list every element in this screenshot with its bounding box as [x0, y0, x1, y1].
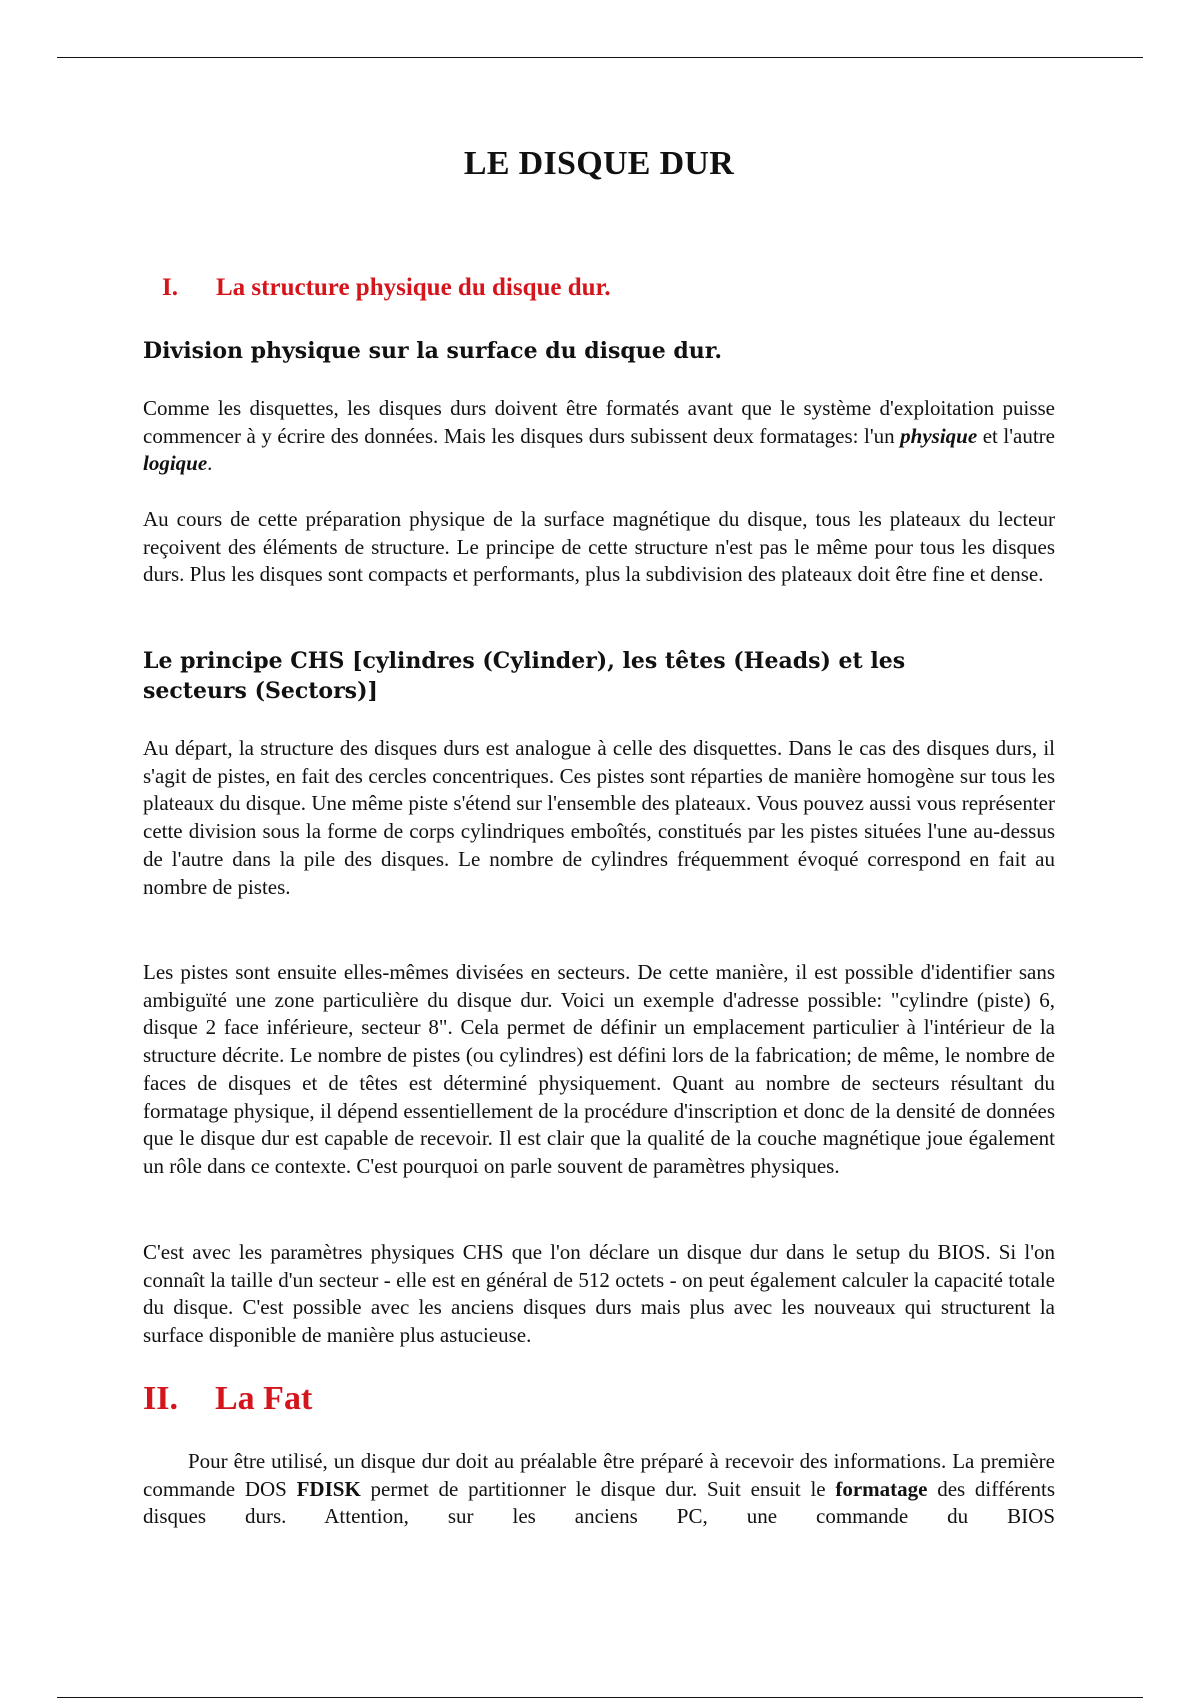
header-rule — [57, 57, 1143, 58]
footer-rule — [57, 1697, 1143, 1698]
term-formatage: formatage — [835, 1476, 928, 1501]
subheading-division: Division physique sur la surface du disque dur. — [143, 338, 723, 364]
paragraph-text: des différents disques durs. Attention, sur les anciens PC, une commande du BIOS — [143, 1476, 1055, 1529]
paragraph-text: permet de partitionner le disque dur. Suit ensuit le — [360, 1476, 836, 1501]
emphasis-physique: physique — [900, 423, 978, 448]
section-title: La structure physique du disque dur. — [216, 274, 611, 301]
command-fdisk: FDISK — [296, 1476, 361, 1501]
document-title: LE DISQUE DUR — [463, 145, 735, 182]
paragraph-text: Pour être utilisé, un disque dur doit au préalable être préparé à recevoir des informations. La première commande DOS — [143, 1449, 1055, 1501]
subheading-chs: Le principe CHS [cylindres (Cylinder), les têtes (Heads) et les secteurs (Sectors)] — [143, 648, 906, 704]
paragraph-text: et l'autre — [977, 423, 1056, 448]
paragraph: Au cours de cette préparation physique de la surface magnétique du disque, tous les plateaux du lecteur reçoivent des éléments de structure. Le principe de cette structure n'est pas le même pour tous les disques durs. Plus les disques sont compacts et performants, plus la subdivision des plateaux doit être fine et dense. — [143, 507, 1055, 587]
section-title: La Fat — [215, 1380, 313, 1417]
paragraph: Au départ, la structure des disques durs est analogue à celle des disquettes. Dans le cas des disques durs, il s'agit de pistes, en fait des cercles concentriques. Ces pistes sont réparties de manière homogène sur tous les plateaux du disque. Une même piste s'étend sur l'ensemble des plateaux. Vous pouvez aussi vous représenter cette division sous la forme de corps cylindriques emboîtés, constitués par les pistes situées l'une au-dessus de l'autre dans la pile des disques. Le nombre de cylindres fréquemment évoqué correspond en fait au nombre de pistes. — [143, 736, 1055, 899]
paragraph-text: Comme les disquettes, les disques durs doivent être formatés avant que le système d'exploitation puisse commencer à y écrire des données. Mais les disques durs subissent deux formatages: l'un — [143, 396, 1055, 448]
paragraph: C'est avec les paramètres physiques CHS que l'on déclare un disque dur dans le setup du BIOS. Si l'on connaît la taille d'un secteur - elle est en général de 512 octets - on peut également calculer la capacité totale du disque. C'est possible avec les anciens disques durs mais plus avec les nouveaux qui structurent la surface disponible de manière plus astucieuse. — [143, 1240, 1055, 1348]
section-heading-1 — [162, 274, 611, 302]
paragraph: Les pistes sont ensuite elles-mêmes divisées en secteurs. De cette manière, il est possible d'identifier sans ambiguïté une zone particulière du disque dur. Voici un exemple d'adresse possible: "cylindre (piste) 6, disque 2 face inférieure, secteur 8". Cela permet de définir un emplacement particulier à l'intérieur de la structure décrite. Le nombre de pistes (ou cylindres) est défini lors de la fabrication; de même, le nombre de faces de disques et de têtes est déterminé physiquement. Quant au nombre de secteurs résultant du formatage physique, il dépend essentiellement de la procédure d'inscription et donc de la densité de données que le disque dur est capable de recevoir. Il est clair que la qualité de la couche magnétique joue également un rôle dans ce contexte. C'est pourquoi on parle souvent de paramètres physiques. — [143, 960, 1055, 1178]
section-number: I. — [162, 274, 178, 301]
section-number: II. — [143, 1380, 178, 1417]
section-heading-2 — [143, 1380, 312, 1418]
paragraph-text: . — [207, 451, 213, 476]
emphasis-logique: logique — [143, 451, 208, 476]
paragraph — [143, 1448, 1055, 1531]
paragraph — [143, 395, 1055, 478]
